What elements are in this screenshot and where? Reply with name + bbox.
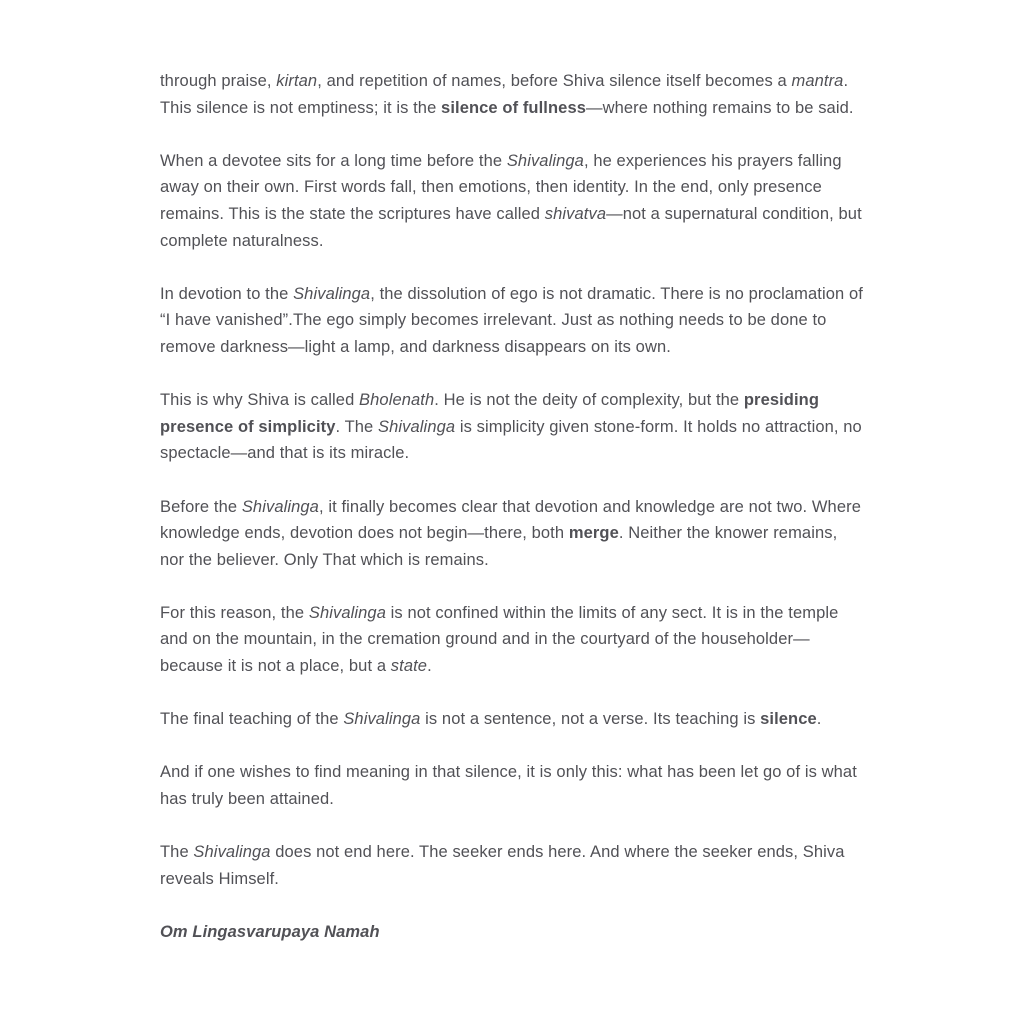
text-run-normal: Before the: [160, 497, 242, 516]
text-run-italic: Shivalinga: [241, 497, 319, 516]
text-run-normal: , the dissolution of ego is not dramatic. There is no proclamation of “I have vanished”.The ego simply becomes irrelevant. Just as nothing needs to be done to remove darkness—light a lamp, and darkness disappears on its own.: [160, 284, 863, 356]
text-run-italic: Shivalinga: [506, 151, 584, 170]
text-run-italic: mantra: [791, 72, 844, 90]
text-run-normal: . This silence is not emptiness; it is the: [160, 72, 849, 117]
text-run-normal: . He is not the deity of complexity, but the: [434, 391, 744, 410]
paragraph: [160, 839, 866, 892]
paragraph: [160, 387, 866, 467]
text-run-normal: through praise,: [160, 72, 277, 90]
text-run-italic: Shivalinga: [308, 603, 386, 622]
text-run-italic: Shivalinga: [378, 417, 456, 436]
text-run-italic: Bholenath: [359, 391, 435, 410]
text-run-normal: , and repetition of names, before Shiva silence itself becomes a: [317, 72, 792, 90]
text-run-normal: is not confined within the limits of any sect. It is in the temple and on the mountain, in the cremation ground and in the courtyard of the householder—because it is not a place, but a: [160, 603, 839, 676]
paragraph: [160, 148, 866, 254]
paragraph: [160, 494, 866, 574]
text-run-normal: .: [816, 710, 822, 729]
article-body: [160, 68, 866, 946]
text-run-italic: state: [390, 657, 428, 676]
text-run-italic: Shivalinga: [193, 843, 271, 862]
text-run-normal: This is why Shiva is called: [160, 391, 360, 410]
text-run-italic: Shivalinga: [343, 710, 421, 729]
text-run-normal: —not a supernatural condition, but complete naturalness.: [160, 204, 862, 250]
text-run-italic: kirtan: [276, 72, 318, 90]
text-run-bold: silence: [760, 710, 817, 729]
text-run-normal: , it finally becomes clear that devotion and knowledge are not two. Where knowledge ends, devotion does not begin—there, both: [160, 497, 861, 543]
text-run-bold-italic: Om Lingasvarupaya Namah: [160, 923, 380, 941]
text-run-bold: merge: [568, 524, 619, 543]
paragraph: [160, 759, 866, 812]
text-run-normal: When a devotee sits for a long time before the: [160, 151, 507, 170]
text-run-normal: And if one wishes to find meaning in that silence, it is only this: what has been let go of is what has truly been attained.: [160, 763, 857, 809]
paragraph: [160, 68, 866, 121]
text-run-normal: .: [427, 657, 432, 676]
text-run-normal: The: [160, 843, 194, 862]
text-run-normal: , he experiences his prayers falling away on their own. First words fall, then emotions, then identity. In the end, only presence remains. This is the state the scriptures have called: [160, 151, 842, 223]
paragraph: [160, 706, 866, 733]
text-run-normal: . The: [335, 417, 379, 436]
text-run-normal: is not a sentence, not a verse. Its teaching is: [420, 710, 761, 729]
text-run-normal: does not end here. The seeker ends here. And where the seeker ends, Shiva reveals Himself.: [160, 843, 845, 888]
text-run-normal: is simplicity given stone-form. It holds no attraction, no spectacle—and that is its miracle.: [160, 417, 862, 463]
text-run-normal: . Neither the knower remains, nor the believer. Only That which is remains.: [160, 524, 838, 569]
text-run-italic: Shivalinga: [293, 284, 371, 303]
paragraph: [160, 281, 866, 361]
text-run-normal: The final teaching of the: [160, 710, 344, 729]
paragraph: [160, 919, 866, 946]
text-run-bold: presiding presence of simplicity: [160, 391, 820, 436]
text-run-italic: shivatva: [544, 204, 607, 223]
text-run-bold: silence of fullness: [441, 98, 586, 117]
text-run-normal: —where nothing remains to be said.: [586, 98, 854, 117]
text-run-normal: For this reason, the: [160, 603, 309, 622]
paragraph: [160, 600, 866, 680]
text-run-normal: In devotion to the: [160, 284, 294, 303]
